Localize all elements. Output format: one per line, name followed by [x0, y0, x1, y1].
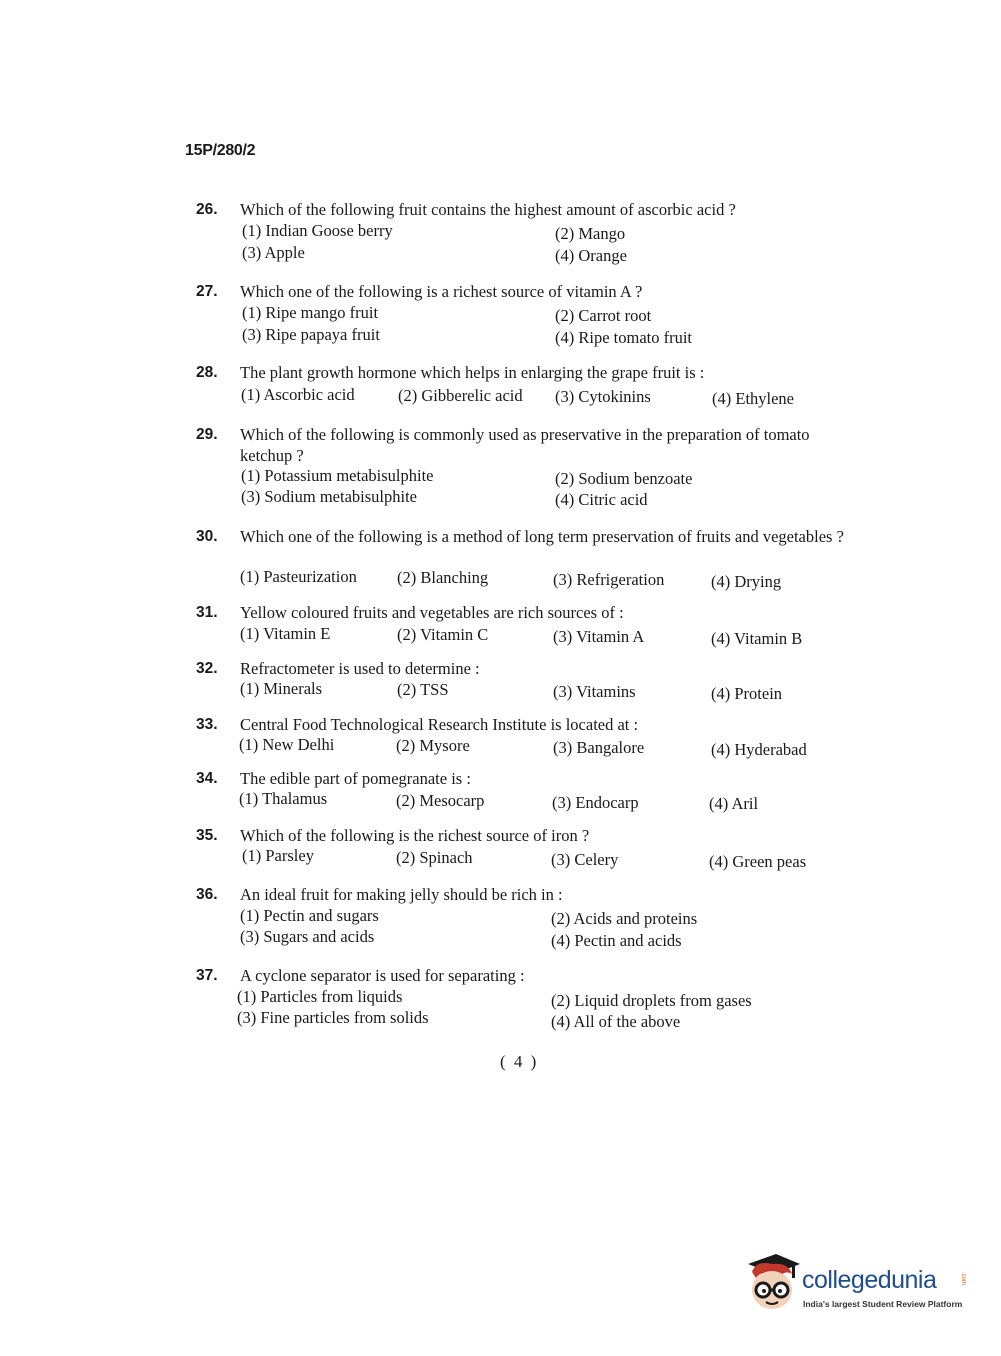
option-4: (4) Pectin and acids [551, 931, 682, 950]
option-3: (3) Vitamin A [553, 627, 645, 646]
option-3: (3) Apple [242, 243, 305, 262]
option-2: (2) Liquid droplets from gases [551, 991, 752, 1010]
option-1: (1) Pasteurization [240, 567, 357, 586]
option-2: (2) Mesocarp [396, 791, 485, 810]
logo-domain: .com [960, 1272, 966, 1286]
question-text: The edible part of pomegranate is : [240, 769, 471, 788]
question-number: 32. [196, 660, 218, 677]
option-4: (4) Aril [709, 794, 759, 813]
question-number: 26. [196, 201, 218, 218]
option-2: (2) Spinach [396, 848, 473, 867]
option-2: (2) Sodium benzoate [555, 469, 693, 488]
question-text: Which of the following fruit contains the highest amount of ascorbic acid ? [240, 200, 736, 219]
question-text: Which of the following is commonly used as preservative in the preparation of tomato ketchup ? [240, 425, 810, 465]
option-3: (3) Endocarp [552, 793, 639, 812]
option-4: (4) Drying [711, 572, 782, 591]
option-2: (2) Mango [555, 224, 626, 243]
option-1: (1) Indian Goose berry [242, 221, 393, 240]
option-1: (1) Pectin and sugars [240, 906, 379, 925]
question-number: 28. [196, 364, 218, 381]
option-3: (3) Celery [551, 850, 619, 869]
question-number: 30. [196, 528, 218, 545]
logo-tagline: India's largest Student Review Platform [803, 1299, 963, 1309]
option-1: (1) Minerals [240, 679, 323, 698]
option-3: (3) Sugars and acids [240, 927, 375, 946]
option-4: (4) All of the above [551, 1012, 681, 1031]
question-number: 29. [196, 426, 218, 443]
question-text: An ideal fruit for making jelly should be rich in : [240, 885, 563, 904]
option-1: (1) New Delhi [239, 735, 335, 754]
option-2: (2) Vitamin C [397, 625, 489, 644]
collegedunia-logo [742, 1250, 972, 1325]
question-text: Yellow coloured fruits and vegetables are rich sources of : [240, 603, 624, 622]
option-1: (1) Vitamin E [240, 624, 331, 643]
question-number: 36. [196, 886, 218, 903]
mascot-icon [742, 1250, 802, 1322]
option-4: (4) Green peas [709, 852, 807, 871]
option-4: (4) Hyderabad [711, 740, 807, 759]
question-text: The plant growth hormone which helps in enlarging the grape fruit is : [240, 363, 705, 382]
page-code: 15P/280/2 [185, 142, 256, 159]
question-text: Which one of the following is a richest source of vitamin A ? [240, 282, 643, 301]
question-number: 35. [196, 827, 218, 844]
page-number: ( 4 ) [500, 1052, 539, 1071]
option-4: (4) Vitamin B [711, 629, 803, 648]
option-3: (3) Fine particles from solids [237, 1008, 429, 1027]
option-2: (2) Mysore [396, 736, 470, 755]
option-4: (4) Ripe tomato fruit [555, 328, 693, 347]
option-3: (3) Refrigeration [553, 570, 665, 589]
question-text: Refractometer is used to determine : [240, 659, 480, 678]
option-1: (1) Potassium metabisulphite [241, 466, 434, 485]
option-3: (3) Sodium metabisulphite [241, 487, 417, 506]
option-4: (4) Ethylene [712, 389, 795, 408]
option-1: (1) Parsley [242, 846, 314, 865]
question-number: 34. [196, 770, 218, 787]
option-1: (1) Thalamus [239, 789, 328, 808]
option-2: (2) TSS [397, 680, 449, 699]
option-1: (1) Ripe mango fruit [242, 303, 379, 322]
option-3: (3) Bangalore [553, 738, 645, 757]
question-text: Which of the following is the richest source of iron ? [240, 826, 590, 845]
option-2: (2) Carrot root [555, 306, 652, 325]
option-1: (1) Particles from liquids [237, 987, 403, 1006]
option-2: (2) Blanching [397, 568, 489, 587]
option-4: (4) Citric acid [555, 490, 648, 509]
question-text: Central Food Technological Research Institute is located at : [240, 715, 639, 734]
option-2: (2) Acids and proteins [551, 909, 698, 928]
option-2: (2) Gibberelic acid [398, 386, 523, 405]
option-4: (4) Protein [711, 684, 783, 703]
logo-name: collegedunia [802, 1266, 937, 1294]
question-text: A cyclone separator is used for separating : [240, 966, 525, 985]
question-number: 27. [196, 283, 218, 300]
option-4: (4) Orange [555, 246, 627, 265]
option-3: (3) Ripe papaya fruit [242, 325, 380, 344]
question-number: 37. [196, 967, 218, 984]
option-3: (3) Cytokinins [555, 387, 651, 406]
question-number: 33. [196, 716, 218, 733]
option-1: (1) Ascorbic acid [241, 385, 355, 404]
question-number: 31. [196, 604, 218, 621]
option-3: (3) Vitamins [553, 682, 636, 701]
question-text: Which one of the following is a method of long term preservation of fruits and vegetables ? [240, 527, 844, 546]
